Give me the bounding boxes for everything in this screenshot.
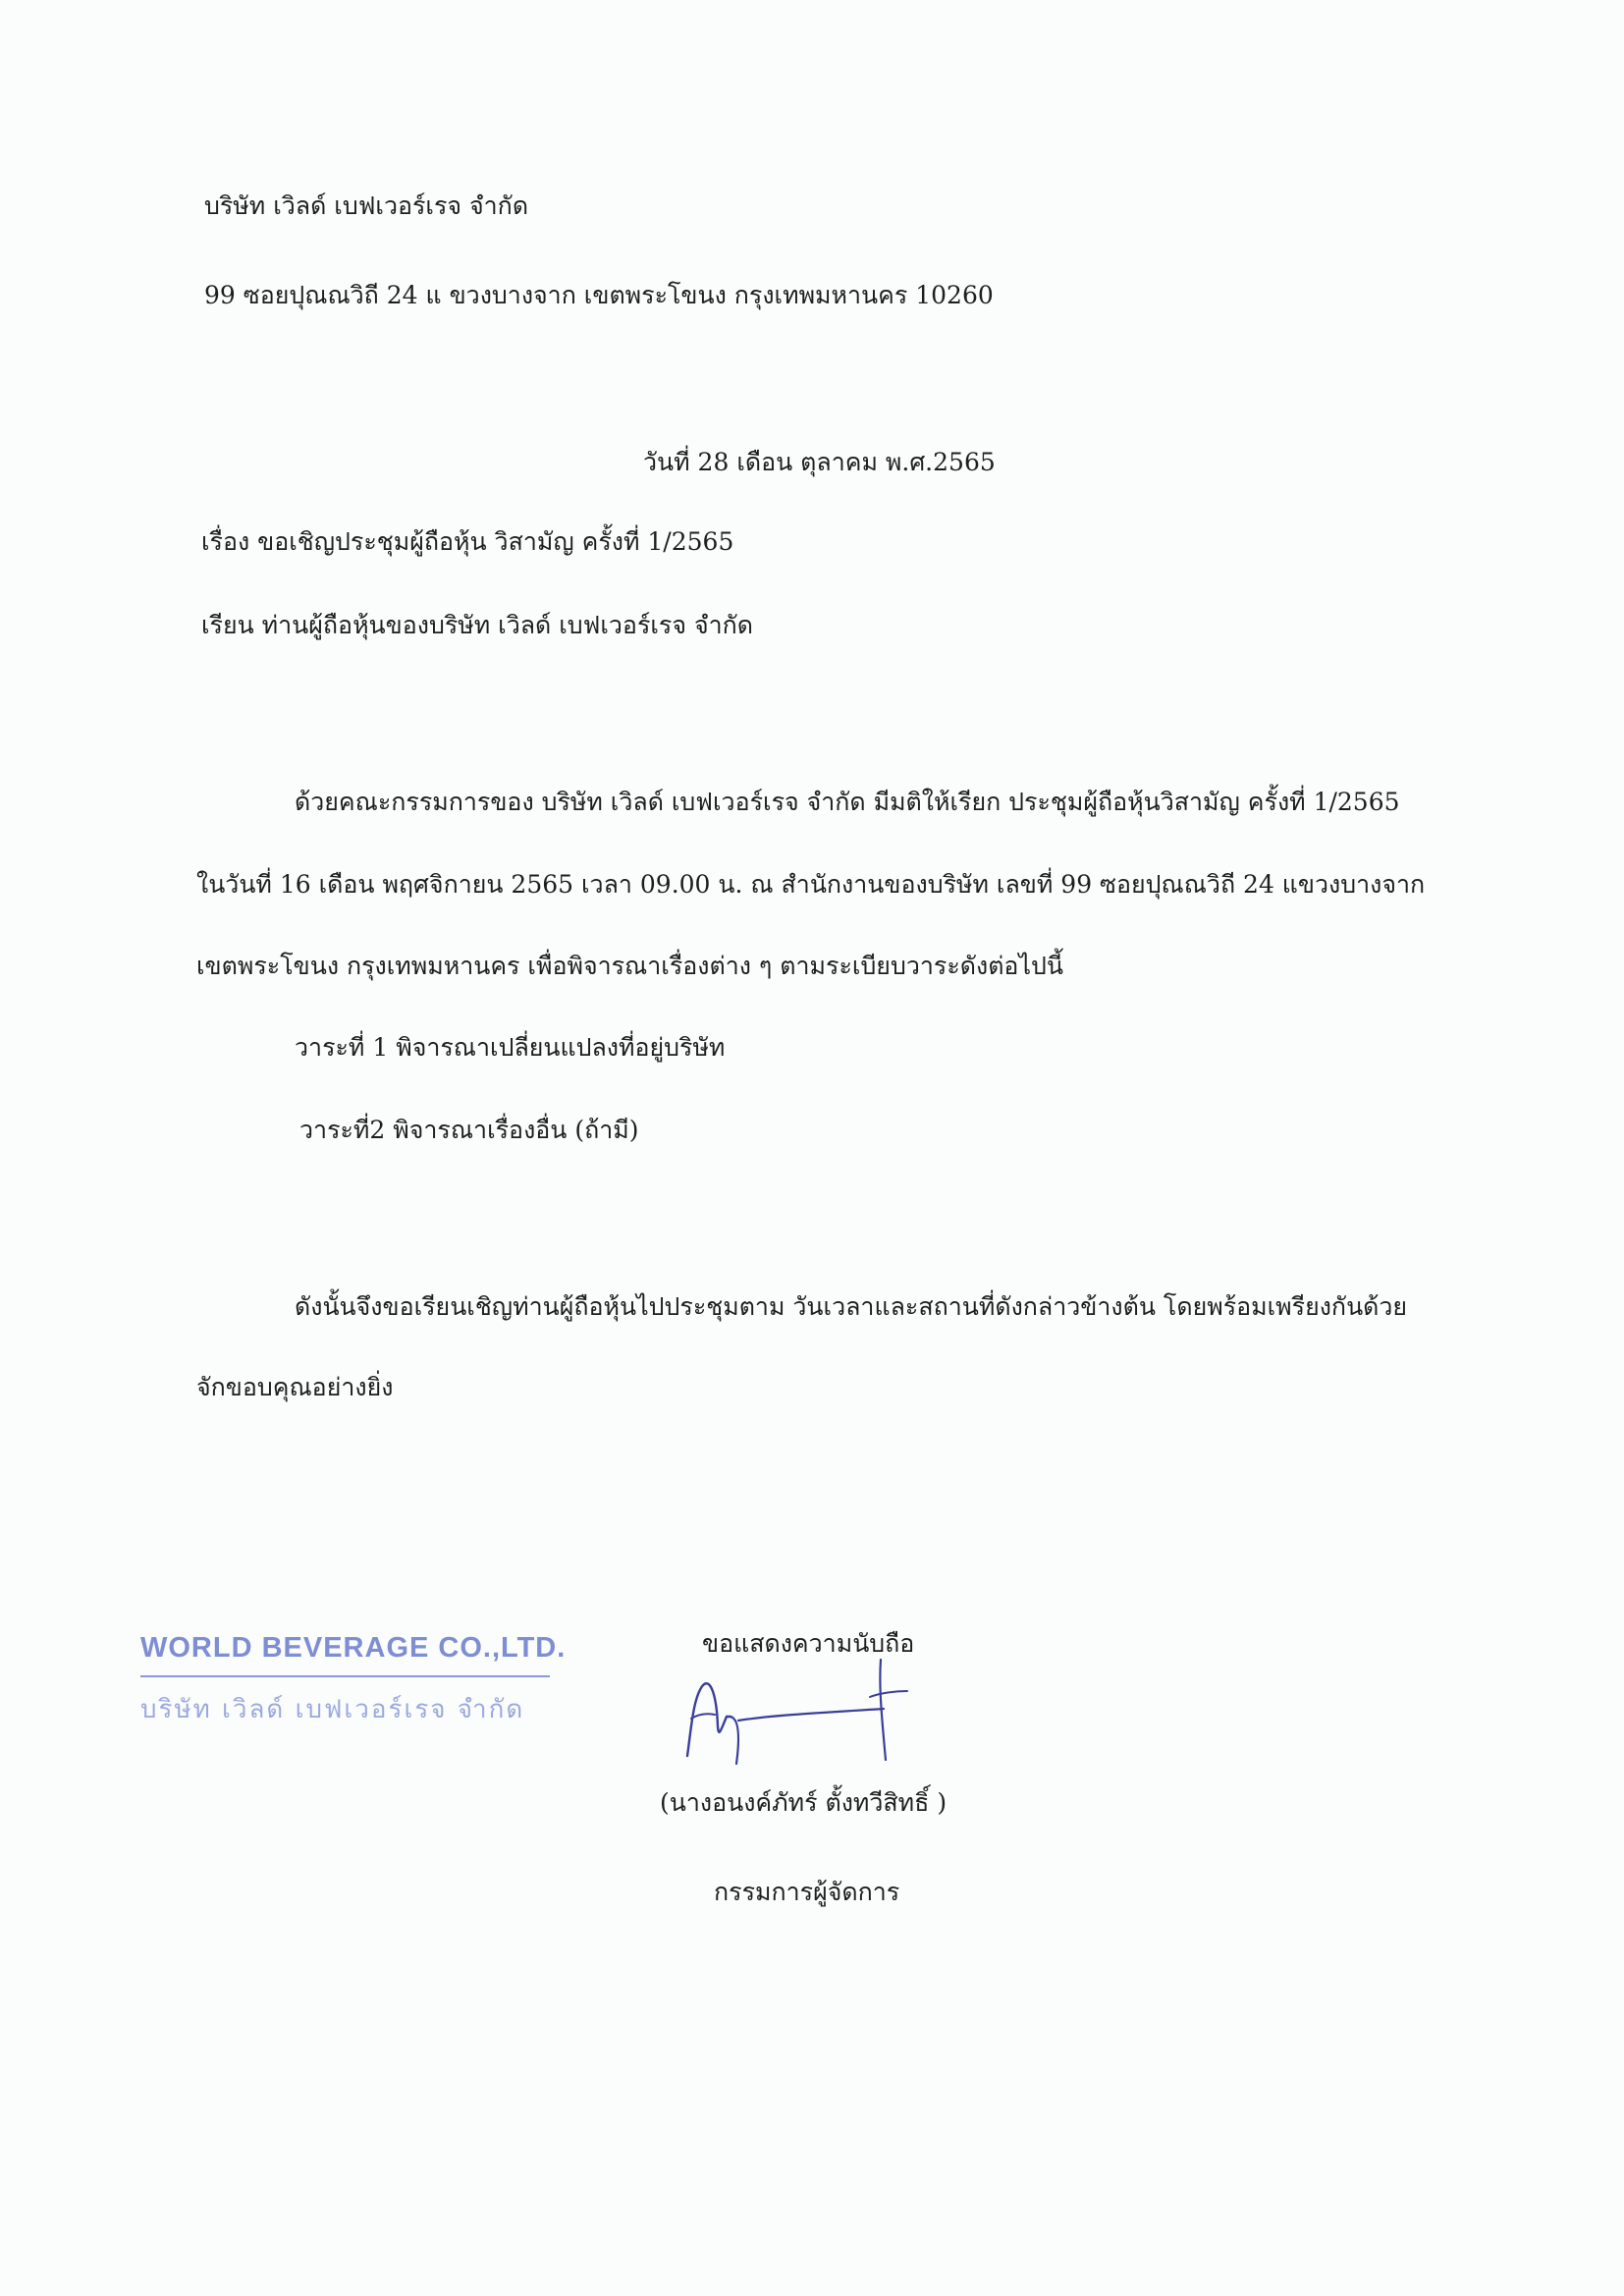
handwritten-signature	[677, 1658, 918, 1766]
addressee-line: เรียน ท่านผู้ถือหุ้นของบริษัท เวิลด์ เบฟเวอร์เรจ จำกัด	[201, 611, 753, 639]
signer-title: กรรมการผู้จัดการ	[714, 1878, 900, 1906]
date-line: วันที่ 28 เดือน ตุลาคม พ.ศ.2565	[643, 448, 996, 476]
body-paragraph-2-line-1: ดังนั้นจึงขอเรียนเชิญท่านผู้ถือหุ้นไปประชุมตาม วันเวลาและสถานที่ดังกล่าวข้างต้น โดยพร้อมเพรียงกันด้วย	[295, 1292, 1408, 1321]
stamp-divider	[140, 1675, 550, 1677]
sender-company: บริษัท เวิลด์ เบฟเวอร์เรจ จำกัด	[204, 191, 529, 220]
stamp-english-name: WORLD BEVERAGE CO.,LTD.	[140, 1632, 567, 1664]
signer-name: (นางอนงค์ภัทร์ ตั้งทวีสิทธิ์ )	[660, 1788, 947, 1817]
body-paragraph-1-line-3: เขตพระโขนง กรุงเทพมหานคร เพื่อพิจารณาเรื่องต่าง ๆ ตามระเบียบวาระดังต่อไปนี้	[196, 952, 1063, 980]
agenda-item-2: วาระที่2 พิจารณาเรื่องอื่น (ถ้ามี)	[299, 1116, 639, 1144]
company-stamp	[140, 1632, 567, 1740]
stamp-thai-name: บริษัท เวิลด์ เบฟเวอร์เรจ จำกัด	[140, 1695, 525, 1724]
subject-line: เรื่อง ขอเชิญประชุมผู้ถือหุ้น วิสามัญ ครั้งที่ 1/2565	[201, 527, 734, 556]
agenda-item-1: วาระที่ 1 พิจารณาเปลี่ยนแปลงที่อยู่บริษัท	[295, 1033, 726, 1062]
sender-address: 99 ซอยปุณณวิถี 24 แ ขวงบางจาก เขตพระโขนง กรุงเทพมหานคร 10260	[204, 281, 994, 309]
body-paragraph-2-line-2: จักขอบคุณอย่างยิ่ง	[196, 1373, 394, 1401]
closing-salutation: ขอแสดงความนับถือ	[702, 1629, 915, 1658]
body-paragraph-1-line-1: ด้วยคณะกรรมการของ บริษัท เวิลด์ เบฟเวอร์เรจ จำกัด มีมติให้เรียก ประชุมผู้ถือหุ้นวิสามัญ ครั้งที่ 1/2565	[295, 788, 1400, 816]
body-paragraph-1-line-2: ในวันที่ 16 เดือน พฤศจิกายน 2565 เวลา 09.00 น. ณ สำนักงานของบริษัท เลขที่ 99 ซอยปุณณวิถี 24 แขวงบางจาก	[196, 870, 1426, 899]
